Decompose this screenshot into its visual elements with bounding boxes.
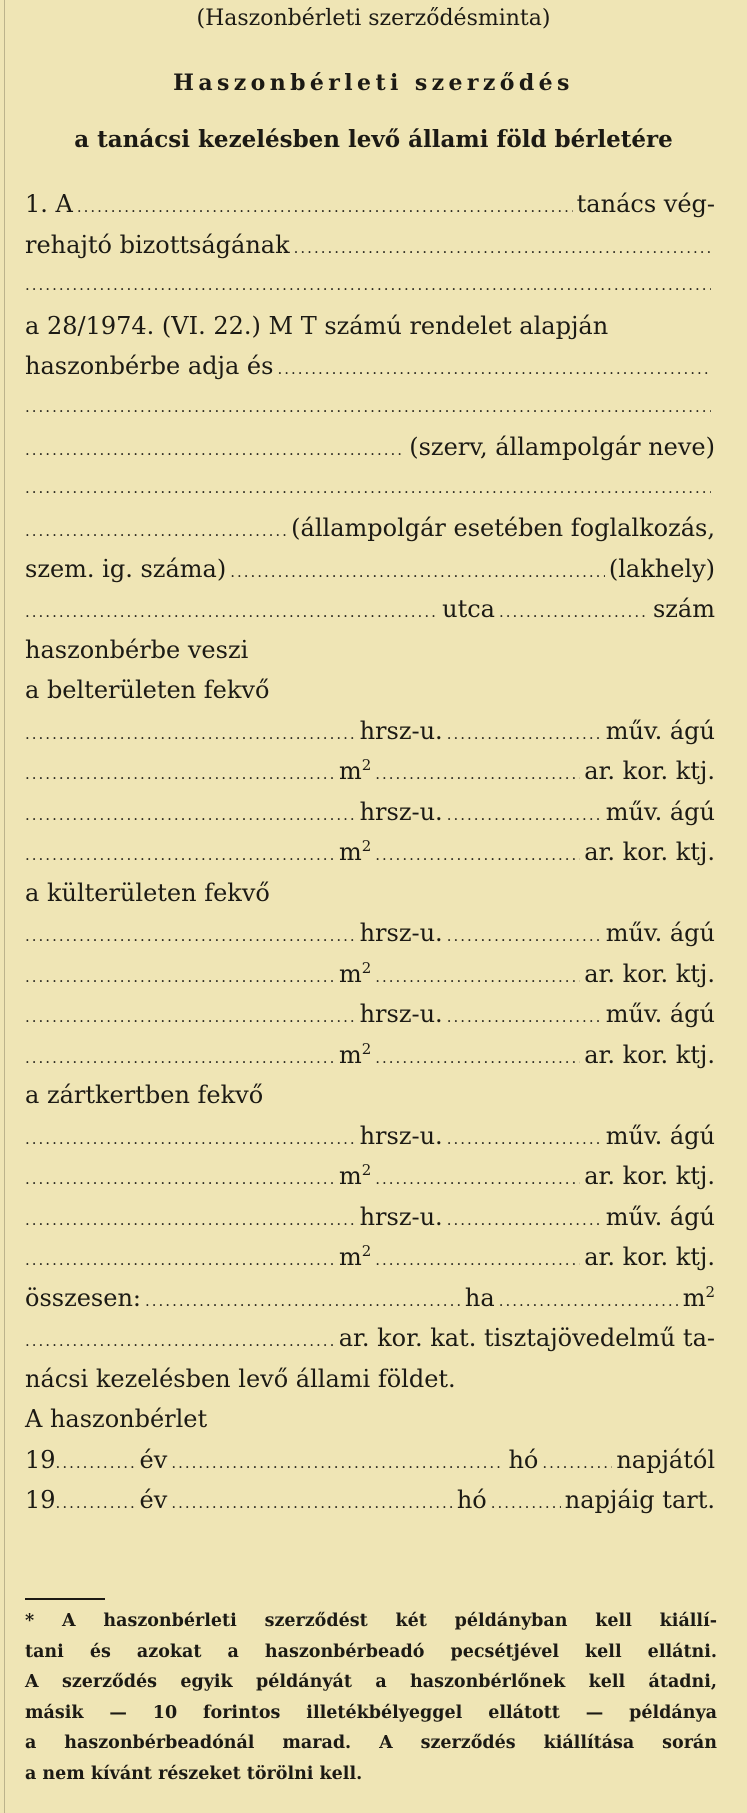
line-text: műv. ágú: [605, 716, 715, 745]
parcel-row: [25, 913, 715, 954]
line-lessor: [25, 346, 715, 387]
line-blank: [25, 387, 715, 428]
line-text: 1. A: [25, 190, 73, 218]
footnote-rule: [25, 1598, 105, 1600]
line-text: rehajtó bizottságának: [25, 230, 290, 259]
total-row: [25, 1278, 715, 1319]
fill-blank[interactable]: [25, 1240, 335, 1280]
lease-duration-label: [25, 1399, 715, 1440]
fill-blank[interactable]: [25, 1321, 335, 1361]
fill-blank[interactable]: [25, 835, 335, 875]
line-takes-lease: [25, 630, 715, 671]
fill-blank[interactable]: [375, 1038, 580, 1078]
line-text: napjáig tart.: [564, 1486, 715, 1514]
fill-blank[interactable]: [375, 754, 580, 794]
line-text: hó: [508, 1445, 539, 1474]
fill-blank[interactable]: [171, 1443, 504, 1483]
fill-blank[interactable]: [447, 1200, 602, 1240]
line-blank: [25, 468, 715, 509]
unit-text: m: [338, 1162, 362, 1190]
line-text: [339, 751, 371, 791]
line-text: [339, 832, 371, 872]
line-text: hrsz-u.: [359, 797, 443, 826]
section-label: a belterületen fekvő: [25, 676, 270, 704]
fill-blank[interactable]: [25, 1038, 335, 1078]
line-text: tanács vég-: [576, 190, 715, 218]
form-body: [25, 184, 715, 1521]
line-text: 19: [25, 1445, 56, 1474]
line-text: hó: [456, 1486, 487, 1514]
area-row: [25, 1035, 715, 1076]
parcel-row: [25, 994, 715, 1035]
form-caption: (Haszonbérleti szerződésminta): [196, 6, 551, 31]
fill-blank[interactable]: [499, 1281, 679, 1321]
line-text: év: [139, 1445, 168, 1474]
line-text: hrsz-u.: [359, 1000, 443, 1028]
parcel-row: [25, 792, 715, 833]
line-text: ar. kor. ktj.: [584, 1162, 715, 1190]
area-row: [25, 751, 715, 792]
fill-blank[interactable]: [171, 1483, 453, 1523]
income-row: [25, 1318, 715, 1359]
fill-blank[interactable]: [25, 957, 335, 997]
line-text: hrsz-u.: [359, 1121, 443, 1150]
line-text: szem. ig. száma): [25, 554, 227, 583]
fill-blank[interactable]: [56, 1443, 136, 1483]
unit-sup: 2: [361, 837, 372, 855]
area-row: [25, 1156, 715, 1197]
footnote-line: A szerződés egyik példányát a haszonbérlőnek kell átadni,: [25, 1672, 717, 1692]
unit-text: m: [338, 757, 362, 785]
line-text: [339, 954, 371, 994]
fill-blank[interactable]: [25, 1200, 356, 1240]
fill-blank[interactable]: [25, 754, 335, 794]
unit-text: m: [338, 1243, 362, 1271]
unit-text: m: [338, 1040, 362, 1069]
footnote-line: másik — 10 forintos illetékbélyeggel ellátott — példánya: [25, 1702, 717, 1723]
fill-blank[interactable]: [447, 795, 602, 835]
fill-blank[interactable]: [375, 1159, 580, 1199]
line-text: szám: [652, 595, 715, 623]
lease-from-row: [25, 1440, 715, 1481]
line-text: műv. ágú: [605, 1000, 715, 1028]
fill-blank[interactable]: [25, 592, 438, 632]
line-text: haszonbérbe veszi: [25, 635, 249, 664]
fill-blank[interactable]: [25, 1159, 335, 1199]
line-text: ha: [464, 1283, 495, 1312]
unit-sup: 2: [361, 1039, 372, 1058]
fill-blank[interactable]: [447, 916, 602, 956]
parcel-row: [25, 1116, 715, 1157]
unit-sup: 2: [361, 1161, 372, 1179]
line-text: hrsz-u.: [359, 1202, 443, 1231]
line-blank: [25, 265, 715, 306]
footnote-line: tani és azokat a haszonbérbeadó pecsétjével kell ellátni.: [25, 1641, 717, 1662]
fill-blank[interactable]: [375, 957, 580, 997]
unit-sup: 2: [705, 1282, 715, 1301]
line-text: műv. ágú: [605, 919, 715, 947]
section-kulterulet: [25, 873, 715, 914]
line-text: hrsz-u.: [359, 716, 443, 745]
line-text: utca: [442, 595, 495, 623]
section-label: a külterületen fekvő: [25, 878, 270, 907]
contract-subtitle: a tanácsi kezelésben levő állami föld bérletére: [74, 126, 673, 153]
lease-to-row: [25, 1480, 715, 1521]
line-text: [683, 1278, 715, 1318]
fill-blank[interactable]: [25, 387, 711, 427]
line-text: [339, 1035, 371, 1075]
line-occupation: [25, 508, 715, 549]
line-text: [339, 1237, 371, 1277]
unit-sup: 2: [361, 958, 372, 977]
fill-blank[interactable]: [277, 349, 711, 389]
line-text: napjától: [616, 1445, 715, 1474]
fill-blank[interactable]: [25, 1119, 356, 1159]
area-row: [25, 1237, 715, 1278]
contract-title: Haszonbérleti szerződés: [173, 70, 574, 96]
line-text: nácsi kezelésben levő állami földet.: [25, 1364, 456, 1393]
line-text: (lakhely): [608, 554, 715, 583]
state-land-row: [25, 1359, 715, 1400]
line-text: ar. kor. ktj.: [584, 959, 715, 988]
line-tenant-name: [25, 427, 715, 468]
fill-blank[interactable]: [447, 714, 602, 754]
fill-blank[interactable]: [447, 997, 602, 1037]
fill-blank[interactable]: [542, 1443, 612, 1483]
line-text: műv. ágú: [605, 1202, 715, 1231]
unit-text: m: [338, 959, 362, 988]
line-text: A haszonbérlet: [25, 1405, 208, 1433]
line-text: hrsz-u.: [359, 919, 443, 947]
line-text: 19: [25, 1486, 56, 1514]
area-row: [25, 832, 715, 873]
line-text: (szerv, állampolgár neve): [409, 433, 715, 461]
fill-blank[interactable]: [499, 592, 649, 632]
fill-blank[interactable]: [25, 714, 356, 754]
parcel-row: [25, 711, 715, 752]
fill-blank[interactable]: [25, 430, 405, 470]
section-label: a zártkertben fekvő: [25, 1081, 264, 1109]
line-council: [25, 184, 715, 225]
line-decree: [25, 306, 715, 347]
unit-text: m: [682, 1283, 706, 1312]
fill-blank[interactable]: [145, 1281, 461, 1321]
fill-blank[interactable]: [25, 468, 711, 508]
fill-blank[interactable]: [25, 997, 356, 1037]
footnote-line: a nem kívánt részeket törölni kell.: [25, 1763, 363, 1784]
line-text: műv. ágú: [605, 1121, 715, 1150]
line-text: ar. kor. ktj.: [584, 1040, 715, 1069]
fill-blank[interactable]: [25, 265, 711, 305]
line-text: a 28/1974. (VI. 22.) M T számú rendelet alapján: [25, 311, 609, 340]
fill-blank[interactable]: [447, 1119, 602, 1159]
parcel-row: [25, 1197, 715, 1238]
fill-blank[interactable]: [56, 1483, 136, 1523]
area-row: [25, 954, 715, 995]
fill-blank[interactable]: [491, 1483, 561, 1523]
unit-sup: 2: [361, 756, 372, 774]
line-committee: [25, 225, 715, 266]
page-edge: [4, 0, 5, 1813]
line-text: [339, 1156, 371, 1196]
line-id-residence: [25, 549, 715, 590]
fill-blank[interactable]: [77, 187, 573, 227]
fill-blank[interactable]: [294, 228, 711, 268]
line-text: műv. ágú: [605, 797, 715, 826]
fill-blank[interactable]: [25, 795, 356, 835]
line-text: ar. kor. kat. tisztajövedelmű ta-: [338, 1324, 715, 1352]
fill-blank[interactable]: [25, 511, 287, 551]
unit-sup: 2: [361, 1242, 372, 1260]
line-text: összesen:: [25, 1283, 141, 1312]
fill-blank[interactable]: [230, 552, 605, 592]
line-street: [25, 589, 715, 630]
line-text: (állampolgár esetében foglalkozás,: [291, 514, 715, 542]
fill-blank[interactable]: [375, 1240, 580, 1280]
line-text: év: [139, 1486, 168, 1514]
line-text: ar. kor. ktj.: [584, 838, 715, 866]
unit-text: m: [338, 838, 362, 866]
section-zartkert: [25, 1075, 715, 1116]
line-text: ar. kor. ktj.: [584, 757, 715, 785]
fill-blank[interactable]: [25, 916, 356, 956]
footnote-line: a haszonbérbeadónál marad. A szerződés kiállítása során: [25, 1733, 717, 1753]
section-belterulet: [25, 670, 715, 711]
footnote: [25, 1606, 717, 1789]
line-text: ar. kor. ktj.: [584, 1243, 715, 1271]
fill-blank[interactable]: [375, 835, 580, 875]
footnote-line: * A haszonbérleti szerződést két példányban kell kiállí-: [25, 1611, 717, 1631]
line-text: haszonbérbe adja és: [25, 352, 274, 380]
